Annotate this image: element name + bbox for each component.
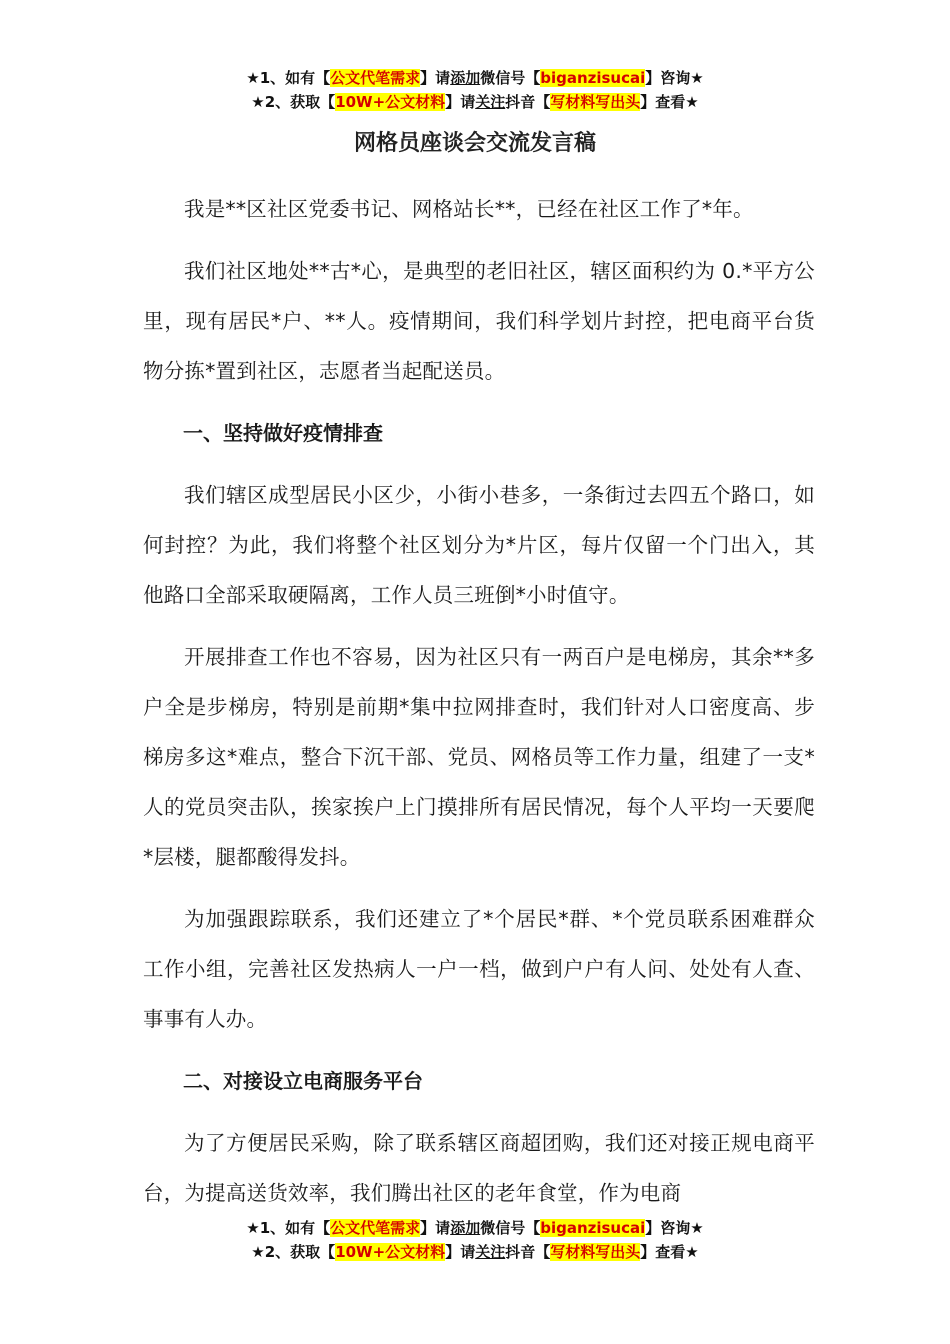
paragraph-screening: 开展排查工作也不容易，因为社区只有一两百户是电梯房，其余**多户全是步梯房，特别是前期*集中拉网排查时，我们针对人口密度高、步梯房多这*难点，整合下沉干部、党员、网格员等工作力量，组建了一支*人的党员突击队，挨家挨户上门摸排所有居民情况，每个人平均一天要爬*层楼，腿都酸得发抖。 (143, 645, 815, 869)
star-icon: ★ (246, 1219, 260, 1237)
promo-highlight: 公文代笔需求 (330, 1219, 421, 1237)
promo-underline: 添加 (450, 69, 481, 87)
promo-highlight: 10W+公文材料 (335, 93, 446, 111)
promo-line-2 (0, 90, 950, 114)
promo-douyin-id: 写材料写出头 (550, 1243, 641, 1261)
promo-text: 微信号【 (480, 69, 541, 87)
promo-text: 】咨询★ (645, 69, 704, 87)
paragraph-lockdown: 我们辖区成型居民小区少，小街小巷多，一条街过去四五个路口，如何封控？为此，我们将整个社区划分为*片区，每片仅留一个门出入，其他路口全部采取硬隔离，工作人员三班倒*小时值守。 (143, 483, 815, 607)
paragraph-community: 我们社区地处**古*心，是典型的老旧社区，辖区面积约为 0.*平方公里，现有居民*户、**人。疫情期间，我们科学划片封控，把电商平台货物分拣*置到社区，志愿者当起配送员。 (143, 259, 815, 383)
promo-highlight: 10W+公文材料 (335, 1243, 446, 1261)
star-icon: ★ (246, 69, 260, 87)
document-body (143, 184, 815, 1230)
promo-text: 1、如有【 (259, 69, 331, 87)
paragraph-ecommerce: 为了方便居民采购，除了联系辖区商超团购，我们还对接正规电商平台，为提高送货效率，我们腾出社区的老年食堂，作为电商 (143, 1131, 815, 1205)
promo-douyin-id: 写材料写出头 (550, 93, 641, 111)
promo-wechat-id: biganzisucai (540, 69, 646, 87)
promo-banner-top (0, 66, 950, 114)
section-heading-1: 一、坚持做好疫情排查 (183, 421, 383, 445)
promo-underline: 添加 (450, 1219, 481, 1237)
promo-line-2 (0, 1240, 950, 1264)
promo-text: 】查看★ (640, 93, 699, 111)
promo-text: 抖音【 (505, 93, 551, 111)
promo-line-1 (0, 1216, 950, 1240)
promo-text: 】咨询★ (645, 1219, 704, 1237)
promo-line-1 (0, 66, 950, 90)
promo-text: 】请 (445, 1243, 476, 1261)
promo-text: 抖音【 (505, 1243, 551, 1261)
promo-text: 微信号【 (480, 1219, 541, 1237)
section-heading-2: 二、对接设立电商服务平台 (183, 1069, 423, 1093)
promo-banner-bottom (0, 1216, 950, 1264)
promo-text: 】请 (420, 69, 451, 87)
promo-text: 】查看★ (640, 1243, 699, 1261)
promo-text: 】请 (420, 1219, 451, 1237)
promo-text: 1、如有【 (259, 1219, 331, 1237)
promo-text: 2、获取【 (264, 93, 336, 111)
paragraph-intro: 我是**区社区党委书记、网格站长**，已经在社区工作了*年。 (184, 197, 754, 221)
promo-highlight: 公文代笔需求 (330, 69, 421, 87)
promo-text: 2、获取【 (264, 1243, 336, 1261)
star-icon: ★ (251, 93, 265, 111)
star-icon: ★ (251, 1243, 265, 1261)
promo-text: 】请 (445, 93, 476, 111)
promo-wechat-id: biganzisucai (540, 1219, 646, 1237)
promo-underline: 关注 (475, 93, 506, 111)
promo-underline: 关注 (475, 1243, 506, 1261)
paragraph-followup: 为加强跟踪联系，我们还建立了*个居民*群、*个党员联系困难群众工作小组，完善社区发热病人一户一档，做到户户有人问、处处有人查、事事有人办。 (143, 907, 815, 1031)
document-title: 网格员座谈会交流发言稿 (353, 131, 596, 156)
